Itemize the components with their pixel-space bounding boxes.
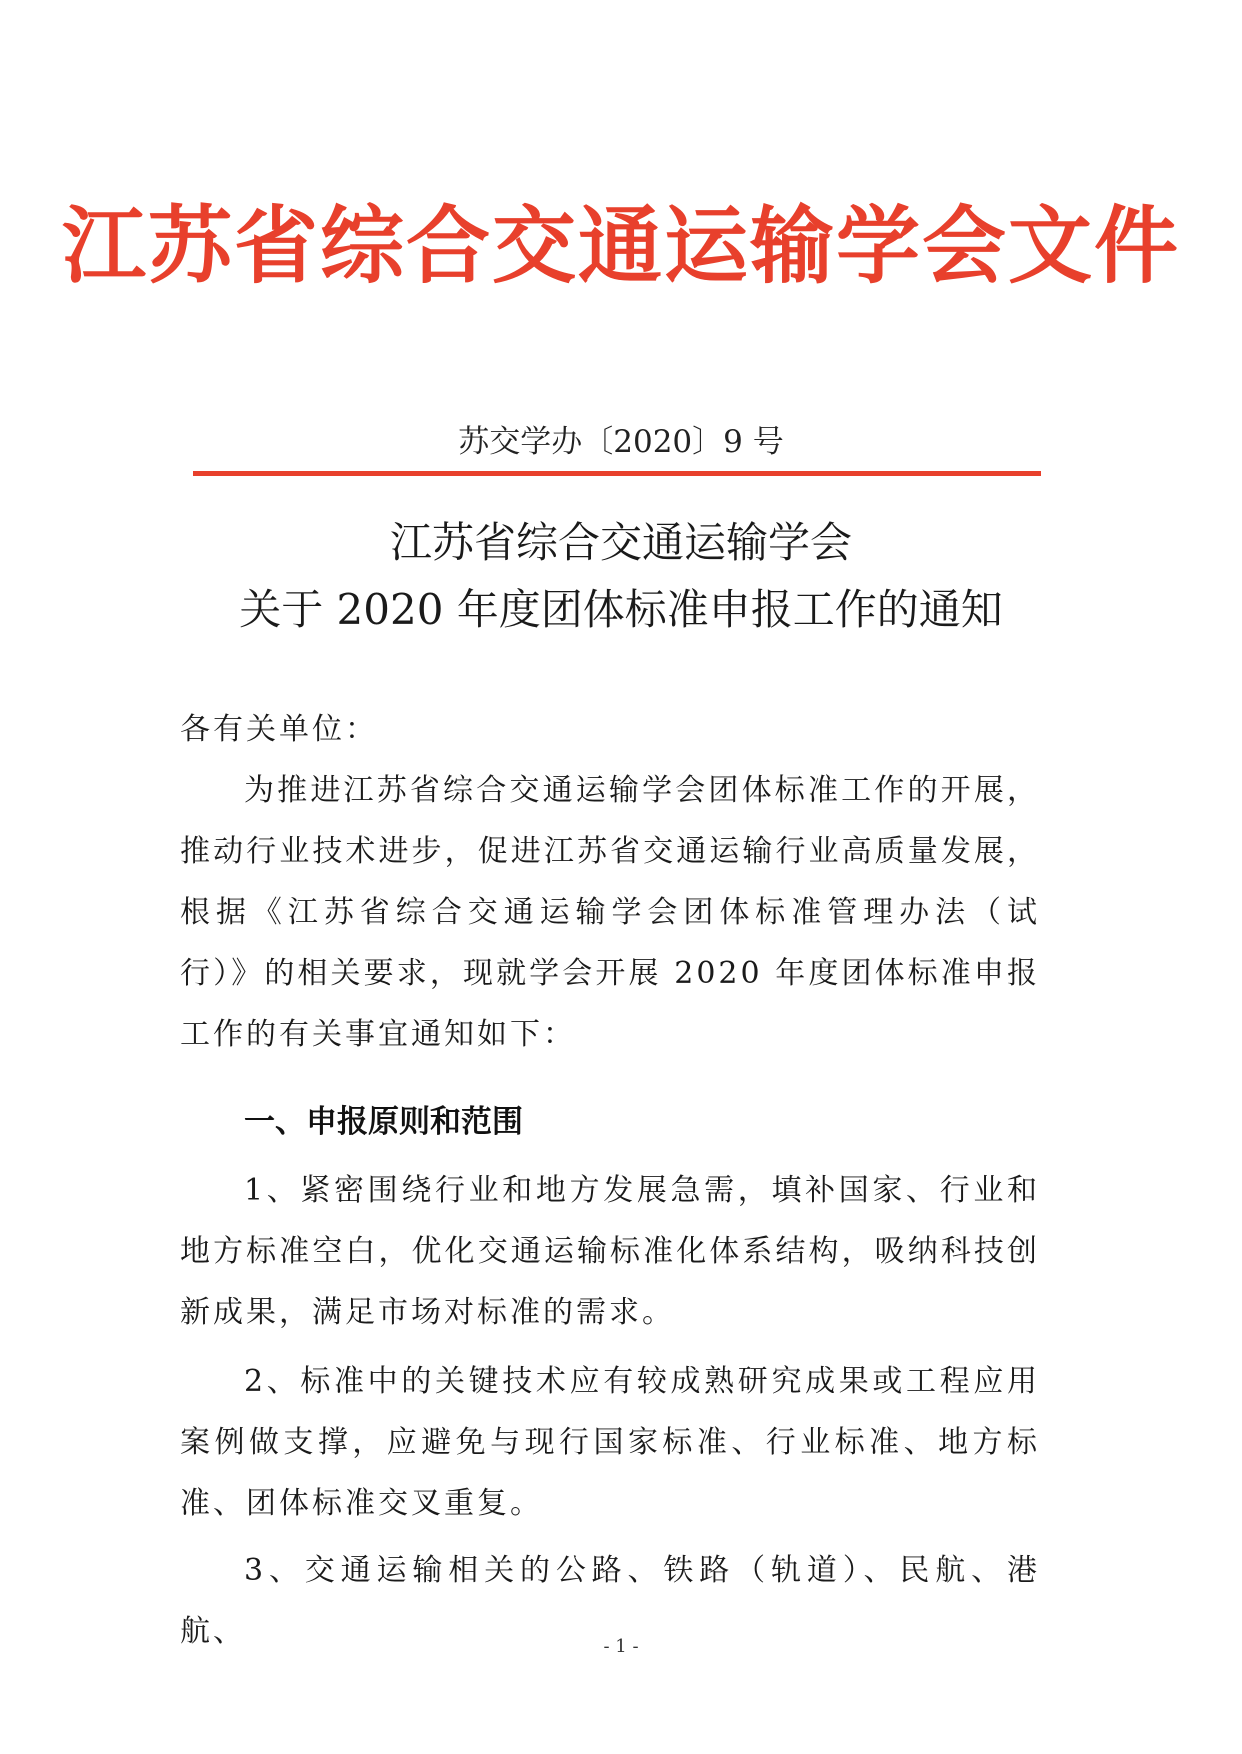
item-2-paragraph: 2、标准中的关键技术应有较成熟研究成果或工程应用案例做支撑，应避免与现行国家标准、行业标准、地方标准、团体标准交叉重复。 [180,1364,1040,1521]
masthead-title: 江苏省综合交通运输学会文件 [61,196,1180,295]
salutation: 各有关单位： [180,712,378,747]
item-3-paragraph: 3、交通运输相关的公路、铁路（轨道）、民航、港航、 [180,1553,1040,1649]
notice-title-line1: 江苏省综合交通运输学会 [389,518,852,567]
document-number: 苏交学办〔2020〕9 号 [458,424,784,460]
red-divider-line [193,471,1041,476]
section-heading: 一、申报原则和范围 [244,1104,523,1140]
item-1-paragraph: 1、紧密围绕行业和地方发展急需，填补国家、行业和地方标准空白，优化交通运输标准化体系结构，吸纳科技创新成果，满足市场对标准的需求。 [180,1173,1040,1330]
intro-paragraph: 为推进江苏省综合交通运输学会团体标准工作的开展，推动行业技术进步，促进江苏省交通运输行业高质量发展，根据《江苏省综合交通运输学会团体标准管理办法（试行）》的相关要求，现就学会开展 2020 年度团体标准申报工作的有关事宜通知如下： [180,773,1040,1052]
page-number: - 1 - [603,1636,639,1657]
notice-title-line2: 关于 2020 年度团体标准申报工作的通知 [239,585,1003,634]
